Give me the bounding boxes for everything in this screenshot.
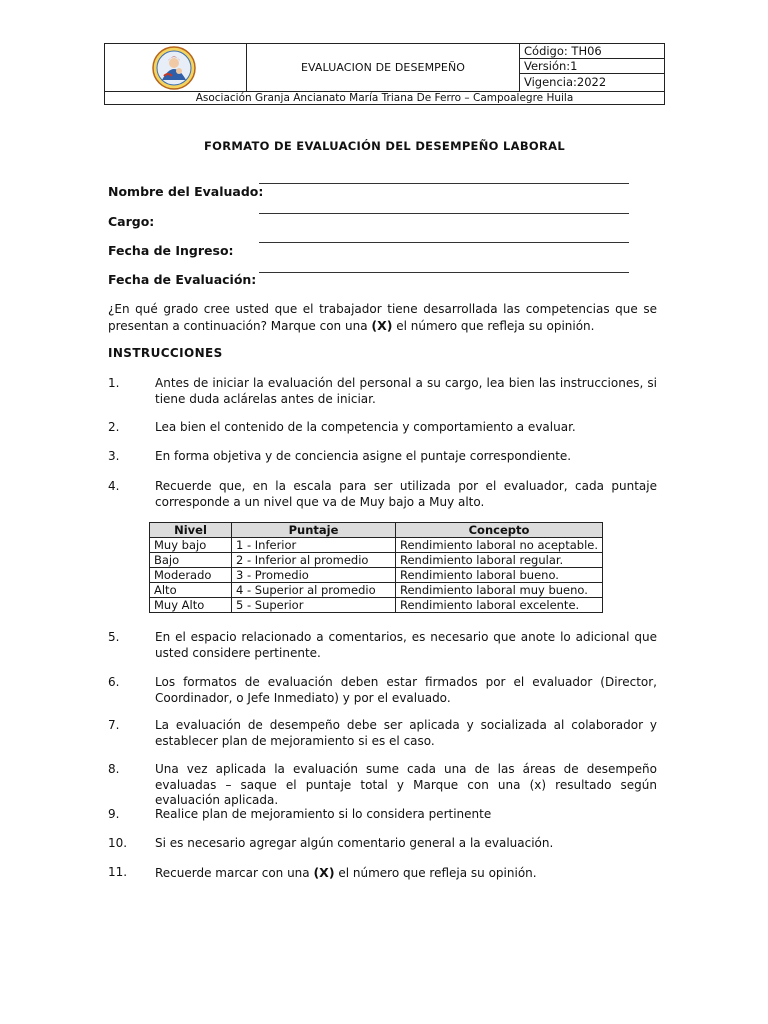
table-header-row (150, 523, 603, 538)
field-label-fecha-evaluacion: Fecha de Evaluación: (108, 272, 257, 287)
instruction-text: Antes de iniciar la evaluación del personal a su cargo, lea bien las instrucciones, si tiene duda aclárelas antes de iniciar. (155, 376, 657, 406)
table-cell: Rendimiento laboral excelente. (396, 598, 603, 613)
instruction-text: Lea bien el contenido de la competencia y comportamiento a evaluar. (155, 420, 576, 434)
instruction-number: 7. (108, 718, 120, 732)
table-row (150, 538, 603, 553)
table-cell: Rendimiento laboral regular. (396, 553, 603, 568)
document-header (104, 43, 665, 105)
document-title: FORMATO DE EVALUACIÓN DEL DESEMPEÑO LABORAL (204, 139, 565, 153)
table-cell: Muy Alto (150, 598, 232, 613)
instruction-text: Realice plan de mejoramiento si lo considera pertinente (155, 807, 492, 821)
instruction-mark: (X) (313, 865, 335, 880)
table-cell: Rendimiento laboral muy bueno. (396, 583, 603, 598)
instruction-text-before: Recuerde marcar con una (155, 866, 314, 880)
table-cell: 5 - Superior (232, 598, 396, 613)
instructions-heading: INSTRUCCIONES (108, 346, 223, 360)
instruction-item (108, 376, 657, 407)
table-cell: 1 - Inferior (232, 538, 396, 553)
instruction-number: 4. (108, 479, 120, 493)
instruction-text: En forma objetiva y de conciencia asigne el puntaje correspondiente. (155, 449, 572, 463)
question-text-after: el número que refleja su opinión. (392, 318, 595, 333)
scale-table (149, 522, 603, 613)
instruction-text: En el espacio relacionado a comentarios, es necesario que anote lo adicional que usted considere pertinente. (155, 630, 657, 660)
table-cell: 3 - Promedio (232, 568, 396, 583)
table-row (150, 553, 603, 568)
instruction-item (108, 675, 657, 706)
instruction-number: 5. (108, 630, 120, 644)
field-line-nombre[interactable] (259, 183, 629, 184)
instruction-text-after: el número que refleja su opinión. (334, 866, 537, 880)
instruction-item (108, 865, 657, 882)
instruction-number: 11. (108, 865, 128, 879)
table-header-nivel: Nivel (150, 523, 232, 538)
instruction-text: Recuerde que, en la escala para ser utilizada por el evaluador, cada puntaje corresponde a un nivel que va de Muy bajo a Muy alto. (155, 479, 657, 509)
table-cell: Rendimiento laboral no aceptable. (396, 538, 603, 553)
field-line-fecha-ingreso[interactable] (259, 242, 629, 243)
field-line-fecha-evaluacion[interactable] (259, 272, 629, 273)
instruction-item (108, 807, 657, 823)
table-cell: Moderado (150, 568, 232, 583)
instruction-text: La evaluación de desempeño debe ser aplicada y socializada al colaborador y establecer plan de mejoramiento si es el caso. (155, 718, 657, 748)
instruction-number: 10. (108, 836, 128, 850)
instruction-number: 9. (108, 807, 120, 821)
version-label: Versión:1 (520, 59, 664, 74)
instruction-item (108, 630, 657, 661)
instruction-text: Si es necesario agregar algún comentario general a la evaluación. (155, 836, 554, 850)
instruction-item (108, 718, 657, 749)
table-cell: 4 - Superior al promedio (232, 583, 396, 598)
field-label-nombre: Nombre del Evaluado: (108, 184, 264, 199)
instruction-text: Una vez aplicada la evaluación sume cada una de las áreas de desempeño evaluadas – saque el puntaje total y Marque con una (x) resultado según evaluación aplicada. (155, 762, 657, 807)
table-cell: Bajo (150, 553, 232, 568)
table-row (150, 583, 603, 598)
header-meta (520, 44, 664, 91)
instruction-item (108, 836, 657, 852)
table-row (150, 598, 603, 613)
table-row (150, 568, 603, 583)
instruction-text: Los formatos de evaluación deben estar firmados por el evaluador (Director, Coordinador, o Jefe Inmediato) y por el evaluado. (155, 675, 657, 705)
table-header-puntaje: Puntaje (232, 523, 396, 538)
table-header-concepto: Concepto (396, 523, 603, 538)
vigencia-label: Vigencia:2022 (524, 75, 607, 89)
codigo-label: Código: TH06 (520, 44, 664, 59)
table-cell: Muy bajo (150, 538, 232, 553)
instruction-item (108, 449, 657, 465)
instruction-number: 6. (108, 675, 120, 689)
question-mark: (X) (371, 317, 393, 333)
instruction-number: 2. (108, 420, 120, 434)
question-text-before: ¿En qué grado cree usted que el trabajador tiene desarrollada las competencias que se presentan a continuación? Marque con una (108, 302, 657, 333)
field-label-cargo: Cargo: (108, 214, 155, 229)
instruction-item (108, 479, 657, 510)
table-cell: Rendimiento laboral bueno. (396, 568, 603, 583)
table-cell: 2 - Inferior al promedio (232, 553, 396, 568)
logo-cell (105, 44, 247, 91)
association-name: Asociación Granja Ancianato María Triana De Ferro – Campoalegre Huila (105, 91, 664, 106)
organization-logo-icon (152, 46, 196, 90)
instruction-item (108, 420, 657, 436)
instruction-number: 3. (108, 449, 120, 463)
header-title: EVALUACION DE DESEMPEÑO (247, 44, 520, 91)
table-cell: Alto (150, 583, 232, 598)
instruction-text (108, 865, 657, 882)
instruction-number: 8. (108, 762, 120, 776)
question-paragraph (108, 302, 657, 334)
field-label-fecha-ingreso: Fecha de Ingreso: (108, 243, 234, 258)
instruction-item (108, 762, 657, 809)
instruction-number: 1. (108, 376, 120, 390)
field-line-cargo[interactable] (259, 213, 629, 214)
